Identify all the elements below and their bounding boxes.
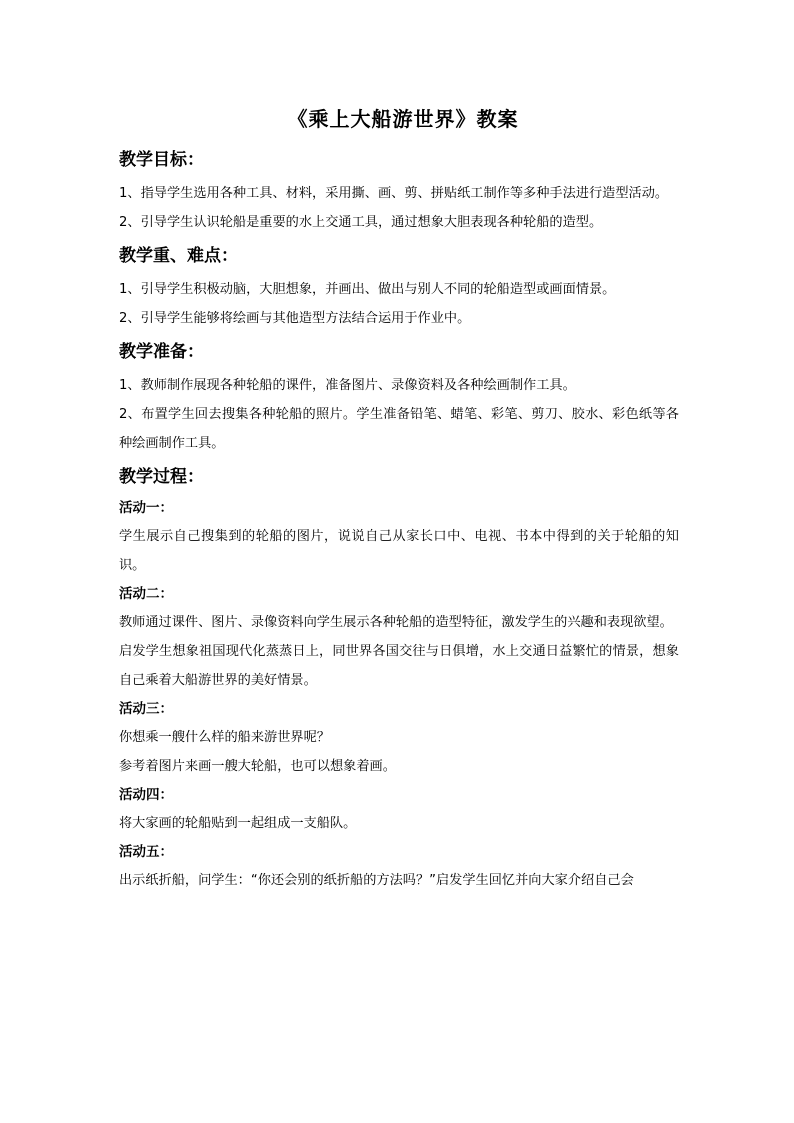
activity-2-paragraph-2: 启发学生想象祖国现代化蒸蒸日上，同世界各国交往与日俱增，水上交通日益繁忙的情景，想象自己乘着大船游世界的美好情景。 <box>119 644 679 688</box>
activity-3-paragraph-1: 你想乘一艘什么样的船来游世界呢？ <box>119 730 330 745</box>
activity-label-5: 活动五： <box>119 844 173 860</box>
preparation-item-1: 1、教师制作展现各种轮船的课件，准备图片、录像资料及各种绘画制作工具。 <box>119 378 576 393</box>
goal-item-2: 2、引导学生认识轮船是重要的水上交通工具，通过想象大胆表现各种轮船的造型。 <box>119 215 603 230</box>
goal-item-1: 1、指导学生选用各种工具、材料，采用撕、画、剪、拼贴纸工制作等多种手法进行造型活动。 <box>119 186 669 201</box>
section-heading-goals: 教学目标： <box>119 150 204 170</box>
activity-4-paragraph-1: 将大家画的轮船贴到一起组成一支船队。 <box>119 816 357 831</box>
activity-3-paragraph-2: 参考着图片来画一艘大轮船，也可以想象着画。 <box>119 759 396 774</box>
activity-label-1: 活动一： <box>119 500 173 516</box>
document-body <box>119 103 679 895</box>
key-point-item-2: 2、引导学生能够将绘画与其他造型方法结合运用于作业中。 <box>119 311 471 326</box>
activity-5-paragraph-1: 出示纸折船，问学生：“你还会别的纸折船的方法吗？”启发学生回忆并向大家介绍自己会 <box>119 873 634 888</box>
activity-1-paragraph-1: 学生展示自己搜集到的轮船的图片，说说自己从家长口中、电视、书本中得到的关于轮船的知识。 <box>119 529 679 573</box>
document-title: 《乘上大船游世界》教案 <box>287 107 519 131</box>
key-point-item-1: 1、引导学生积极动脑，大胆想象，并画出、做出与别人不同的轮船造型或画面情景。 <box>119 282 616 297</box>
section-heading-preparation: 教学准备： <box>119 342 204 362</box>
activity-label-2: 活动二： <box>119 586 173 602</box>
preparation-item-2: 2、布置学生回去搜集各种轮船的照片。学生准备铅笔、蜡笔、彩笔、剪刀、胶水、彩色纸等各种绘画制作工具。 <box>119 407 679 451</box>
activity-label-4: 活动四： <box>119 787 173 803</box>
activity-2-paragraph-1: 教师通过课件、图片、录像资料向学生展示各种轮船的造型特征，激发学生的兴趣和表现欲望。 <box>119 615 673 630</box>
section-heading-key-points: 教学重、难点： <box>119 246 238 266</box>
section-heading-process: 教学过程： <box>119 467 204 487</box>
activity-label-3: 活动三： <box>119 701 173 717</box>
